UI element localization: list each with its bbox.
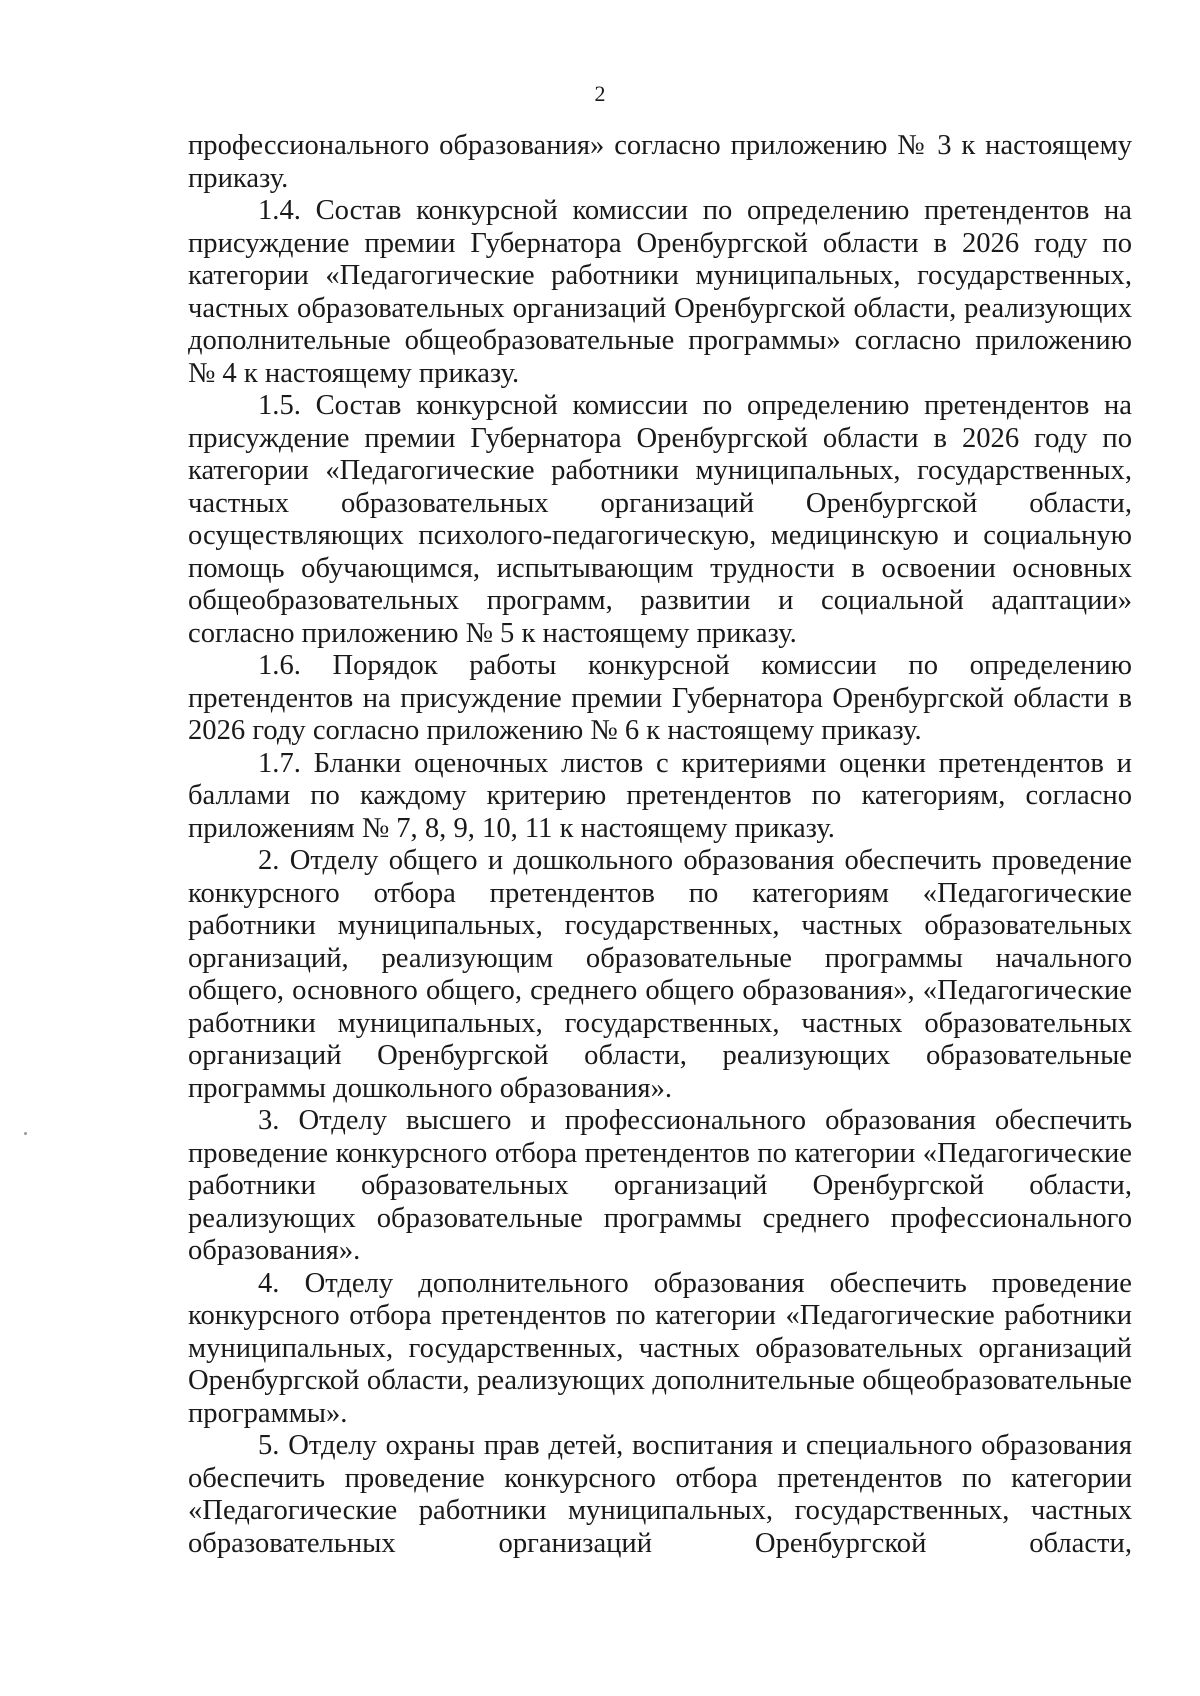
paragraph-item-3: 3. Отделу высшего и профессионального образования обеспечить проведение конкурсного отбора претендентов по категории «Педагогические работники образовательных организаций Оренбургской области, реализующих образовательные программы среднего профессионального образования». (188, 1105, 1132, 1266)
paragraph-continuation: профессионального образования» согласно приложению № 3 к настоящему приказу. (188, 130, 1132, 194)
paragraph-item-5: 5. Отделу охраны прав детей, воспитания и специального образования обеспечить проведение конкурсного отбора претендентов по категории «Педагогические работники муниципальных, государственных, частных образовательных организаций Оренбургской области, (188, 1430, 1132, 1559)
paragraph-item-2: 2. Отделу общего и дошкольного образования обеспечить проведение конкурсного отбора претендентов по категориям «Педагогические работники муниципальных, государственных, частных образовательных организаций, реализующим образовательные программы начального общего, основного общего, среднего общего образования», «Педагогические работники муниципальных, государственных, частных образовательных организаций Оренбургской области, реализующих образовательные программы дошкольного образования». (188, 845, 1132, 1104)
page-number: 2 (594, 81, 606, 106)
document-body (188, 130, 1132, 1560)
paragraph-item-1-5: 1.5. Состав конкурсной комиссии по определению претендентов на присуждение премии Губернатора Оренбургской области в 2026 году по категории «Педагогические работники муниципальных, государственных, частных образовательных организаций Оренбургской области, осуществляющих психолого-педагогическую, медицинскую и социальную помощь обучающимся, испытывающим трудности в освоении основных общеобразовательных программ, развитии и социальной адаптации» согласно приложению № 5 к настоящему приказу. (188, 390, 1132, 649)
scan-speck (24, 1132, 27, 1135)
paragraph-item-1-6: 1.6. Порядок работы конкурсной комиссии по определению претендентов на присуждение премии Губернатора Оренбургской области в 2026 году согласно приложению № 6 к настоящему приказу. (188, 650, 1132, 746)
paragraph-item-1-4: 1.4. Состав конкурсной комиссии по определению претендентов на присуждение премии Губернатора Оренбургской области в 2026 году по категории «Педагогические работники муниципальных, государственных, частных образовательных организаций Оренбургской области, реализующих дополнительные общеобразовательные программы» согласно приложению № 4 к настоящему приказу. (188, 195, 1132, 389)
paragraph-item-1-7: 1.7. Бланки оценочных листов с критериями оценки претендентов и баллами по каждому критерию претендентов по категориям, согласно приложениям № 7, 8, 9, 10, 11 к настоящему приказу. (188, 747, 1132, 844)
paragraph-item-4: 4. Отделу дополнительного образования обеспечить проведение конкурсного отбора претендентов по категории «Педагогические работники муниципальных, государственных, частных образовательных организаций Оренбургской области, реализующих дополнительные общеобразовательные программы». (188, 1267, 1132, 1429)
